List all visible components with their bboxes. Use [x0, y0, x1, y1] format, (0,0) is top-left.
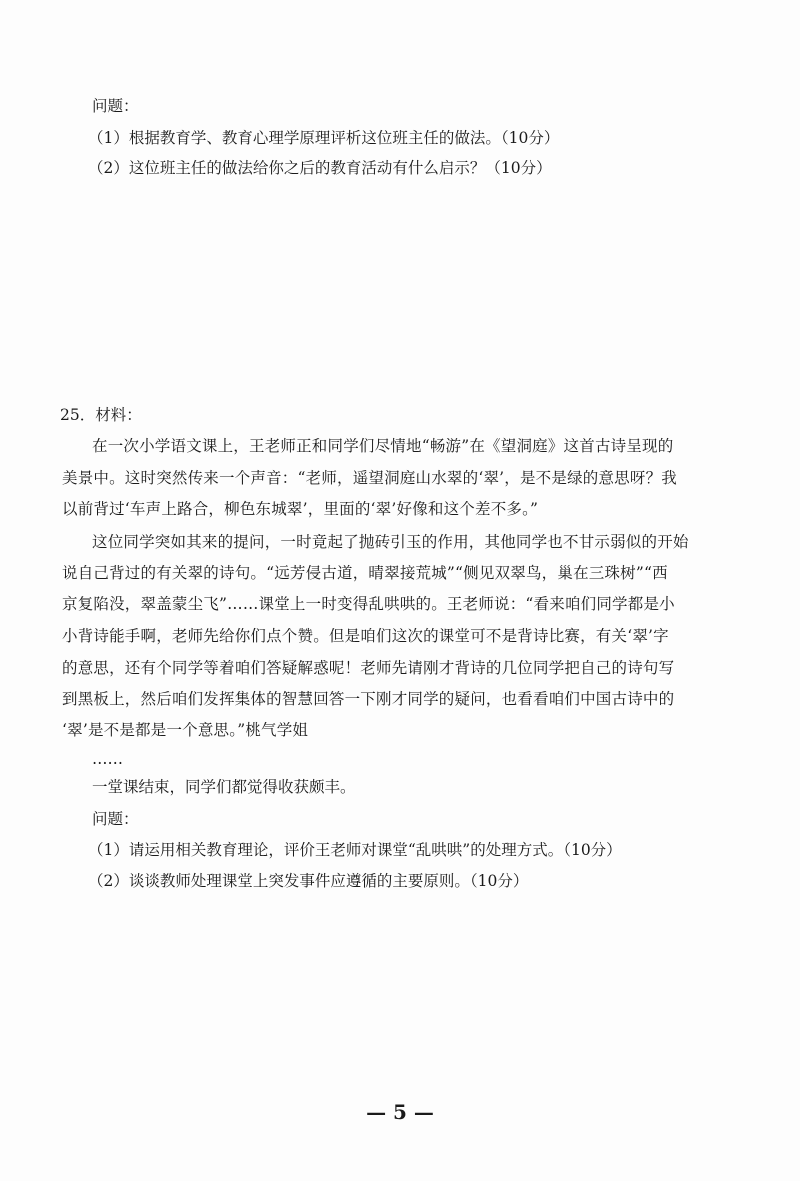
- question-item-2: （2）谈谈教师处理课堂上突发事件应遵循的主要原则。（10分）: [88, 872, 529, 890]
- question-item-2: （2）这位班主任的做法给你之后的教育活动有什么启示？（10分）: [88, 159, 552, 177]
- material-para2-line5: 的意思，还有个同学等着咱们答疑解惑呢！老师先请刚才背诗的几位同学把自己的诗句写: [62, 659, 675, 677]
- question-25-header: 25．材料：: [60, 406, 142, 424]
- material-para1-line2: 美景中。这时突然传来一个声音：“老师，遥望洞庭山水翠的‘翠’，是不是绿的意思呀？我: [62, 469, 677, 487]
- material-para1-line3: 以前背过‘车声上路合，柳色东城翠’，里面的‘翠’好像和这个差不多。”: [62, 500, 539, 518]
- ellipsis: ……: [92, 750, 123, 768]
- material-para2-line6: 到黑板上，然后咱们发挥集体的智慧回答一下刚才同学的疑问，也看看咱们中国古诗中的: [62, 690, 675, 708]
- material-para2-line1: 这位同学突如其来的提问，一时竟起了抛砖引玉的作用，其他同学也不甘示弱似的开始: [92, 533, 689, 551]
- material-para2-line2: 说自己背过的有关翠的诗句。“远芳侵古道，晴翠接荒城”“侧见双翠鸟，巢在三珠树”“西: [62, 564, 668, 582]
- material-para2-line7: ‘翠’是不是都是一个意思。”桃气学姐: [62, 721, 309, 739]
- material-conclusion: 一堂课结束，同学们都觉得收获颇丰。: [92, 778, 356, 796]
- question-item-1: （1）根据教育学、教育心理学原理评析这位班主任的做法。（10分）: [88, 129, 560, 147]
- page-number: — 5 —: [366, 1100, 434, 1124]
- material-para2-line4: 小背诗能手啊，老师先给你们点个赞。但是咱们这次的课堂可不是背诗比赛，有关‘翠’字: [62, 627, 669, 645]
- question-label: 问题：: [92, 97, 139, 115]
- material-para2-line3: 京复陷没，翠盖蒙尘飞”……课堂上一时变得乱哄哄的。王老师说：“看来咱们同学都是小: [62, 595, 675, 613]
- question-label: 问题：: [92, 810, 139, 828]
- question-item-1: （1）请运用相关教育理论，评价王老师对课堂“乱哄哄”的处理方式。（10分）: [88, 841, 622, 859]
- material-para1-line1: 在一次小学语文课上，王老师正和同学们尽情地“畅游”在《望洞庭》这首古诗呈现的: [92, 437, 674, 455]
